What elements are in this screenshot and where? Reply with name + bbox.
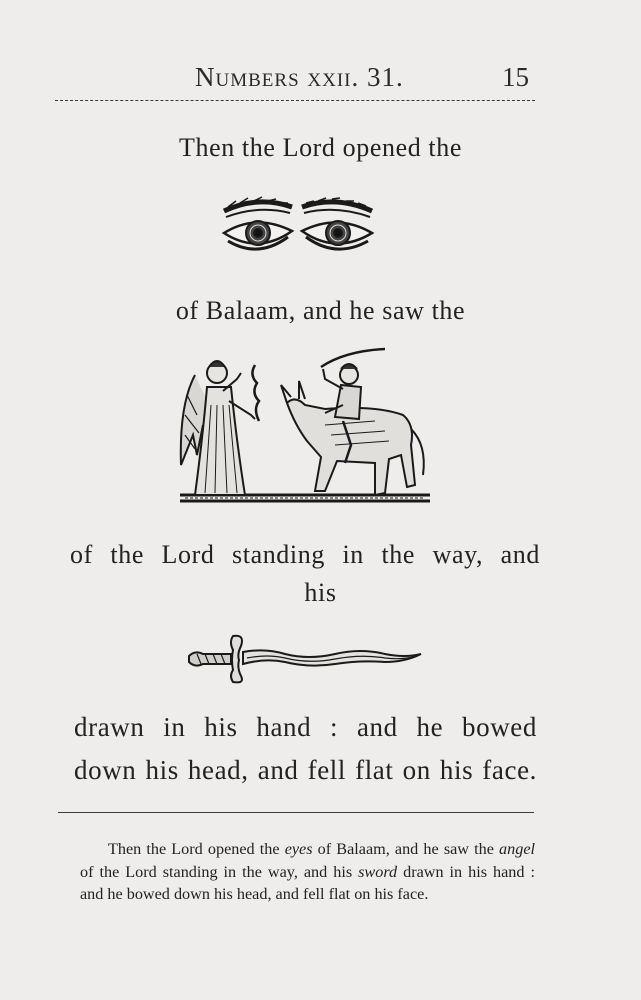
angel-illustration bbox=[175, 345, 435, 520]
sword-illustration bbox=[185, 630, 425, 685]
running-header bbox=[55, 60, 535, 100]
verse-line-1: Then the Lord opened the bbox=[179, 133, 462, 162]
verse-caption bbox=[80, 838, 535, 906]
chapter-reference: Numbers xxii. 31. bbox=[195, 62, 404, 92]
page-number: 15 bbox=[502, 62, 529, 92]
caption-word-angel: angel bbox=[499, 840, 535, 858]
caption-paragraph bbox=[80, 838, 535, 906]
caption-word-sword: sword bbox=[358, 862, 398, 881]
verse-line-3: of the Lord standing in the way, and bbox=[70, 540, 540, 569]
verse-line-4: his bbox=[304, 578, 337, 607]
caption-text-3: of the Lord standing in the way, and his bbox=[80, 862, 359, 881]
caption-text-2: of Balaam, and he saw the bbox=[312, 840, 500, 858]
verse-line-2: of Balaam, and he saw the bbox=[175, 296, 466, 325]
header-rule bbox=[55, 100, 535, 101]
verse-line-6: down his head, and fell flat on his face. bbox=[74, 755, 537, 785]
caption-text-4: drawn in his hand : and he bowed down his head, and fell flat on his face. bbox=[80, 862, 535, 903]
eyes-illustration bbox=[218, 193, 378, 263]
caption-text-1: Then the Lord opened the bbox=[108, 840, 285, 858]
verse-line-5: drawn in his hand : and he bowed bbox=[74, 712, 537, 742]
footer-rule bbox=[58, 812, 534, 813]
caption-word-eyes: eyes bbox=[284, 840, 313, 858]
